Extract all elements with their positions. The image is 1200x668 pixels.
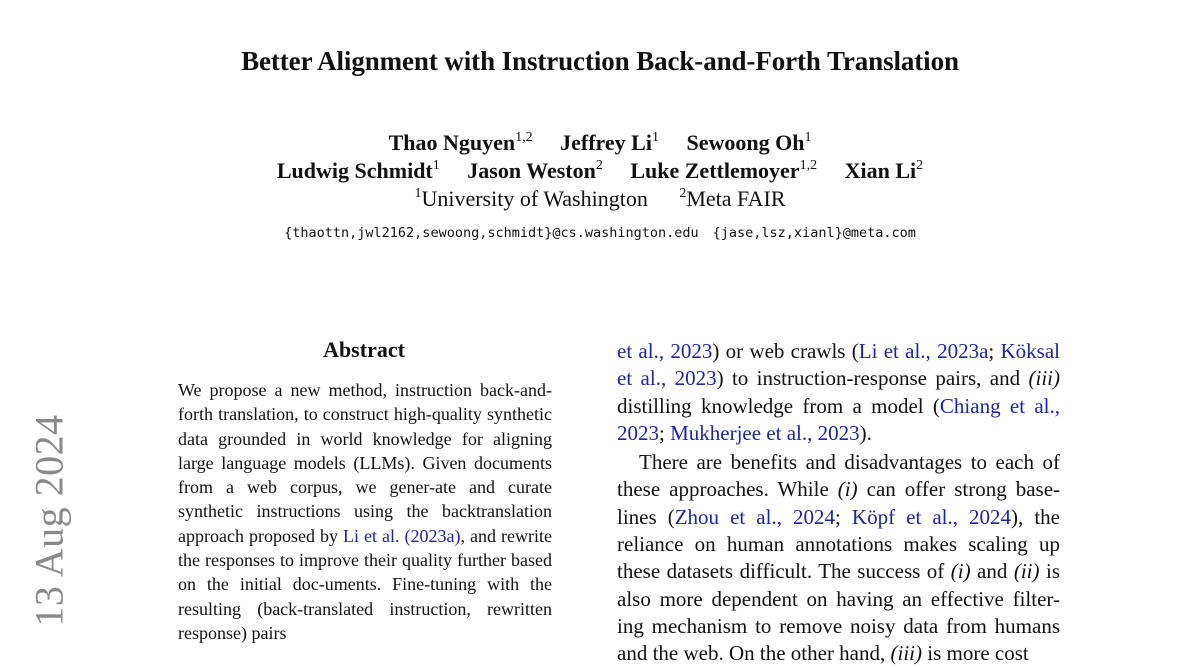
intro-paragraph	[617, 449, 1060, 667]
paragraph-text: distilling knowledge from a model (	[617, 393, 940, 418]
author-name: Sewoong Oh$^1$	[686, 130, 812, 155]
paragraph-text: ;	[835, 504, 852, 529]
citation-link[interactable]: Chiang et al., 2023	[617, 393, 1060, 445]
italic-enumeration: (i)	[837, 477, 858, 502]
author-name: Ludwig Schmidt$^1$	[276, 158, 440, 183]
intro-paragraph	[617, 338, 1060, 447]
email-address[interactable]: {jase,lsz,xianl}@meta.com	[712, 225, 916, 241]
affiliation: $^2$Meta FAIR	[679, 186, 786, 211]
citation-link[interactable]: Mukherjee et al., 2023	[670, 420, 860, 445]
author-name: Jeffrey Li$^1$	[560, 130, 659, 155]
citation-link[interactable]: Li et al., 2023a	[858, 339, 989, 363]
author-line-2	[0, 157, 1200, 185]
author-line-1	[0, 129, 1200, 157]
citation-link[interactable]: Köpf et al., 2024	[851, 504, 1012, 529]
citation-link[interactable]: Li et al. (2023a)	[343, 525, 461, 546]
paper-title: Better Alignment with Instruction Back-and-Forth Translation	[241, 46, 959, 76]
author-emails	[0, 225, 1200, 241]
paragraph-text: ), the reliance on human annotations makes scaling up these datasets difficult. The success of	[617, 504, 1060, 584]
author-name: Xian Li$^2$	[844, 158, 924, 183]
author-name: Thao Nguyen$^{1,2}$	[388, 130, 533, 155]
arxiv-date: 13 Aug 2024	[26, 413, 72, 627]
email-address[interactable]: {thaottn,jwl2162,sewoong,schmidt}@cs.washington.edu	[284, 225, 699, 241]
citation-link[interactable]: Zhou et al., 2024	[674, 504, 836, 529]
author-name: Luke Zettlemoyer$^{1,2}$	[630, 158, 818, 183]
italic-enumeration: (ii)	[1013, 559, 1040, 584]
citation-link[interactable]: et al., 2023	[617, 339, 713, 363]
italic-enumeration: (iii)	[1028, 366, 1060, 391]
arxiv-date-stamp	[14, 410, 84, 630]
paragraph-text: is also more dependent on having an effective filter-ing mechanism to remove noisy data from humans and the web. On the other hand,	[617, 559, 1060, 666]
italic-enumeration: (iii)	[890, 641, 923, 666]
italic-enumeration: (i)	[950, 559, 971, 584]
paragraph-text: ) to instruction-response pairs, and	[716, 366, 1029, 391]
paragraph-text: is more cost	[922, 641, 1029, 666]
abstract-heading: Abstract	[323, 337, 405, 362]
author-name: Jason Weston$^2$	[467, 158, 603, 183]
paragraph-text: ).	[859, 420, 872, 445]
paragraph-text: can offer strong base-lines (	[617, 477, 1061, 529]
paragraph-text: ) or web crawls (	[712, 339, 859, 363]
abstract-text: We propose a new method, instruction back-and-forth translation, to construct high-quality synthetic data grounded in world knowledge for aligning large language models (LLMs). Given documents from a web corpus, we gener-ate and curate synthetic instructions using the backtranslation approach proposed by Li et al. (2023a), and rewrite the responses to improve their quality further based on the initial doc-uments. Fine-tuning with the resulting (back-translated instruction, rewritten response) pairs	[178, 380, 552, 643]
paragraph-text: There are benefits and disadvantages to each of these approaches. While	[617, 450, 1060, 502]
paragraph-text: and	[970, 559, 1014, 584]
affiliation: $^1$University of Washington	[414, 186, 648, 211]
paragraph-text: ;	[659, 420, 671, 445]
paragraph-text: ;	[988, 339, 1001, 363]
introduction-column	[617, 338, 1060, 668]
citation-link[interactable]: Köksal et al., 2023	[617, 339, 1061, 391]
affiliation-line	[0, 185, 1200, 213]
author-block	[0, 129, 1200, 213]
